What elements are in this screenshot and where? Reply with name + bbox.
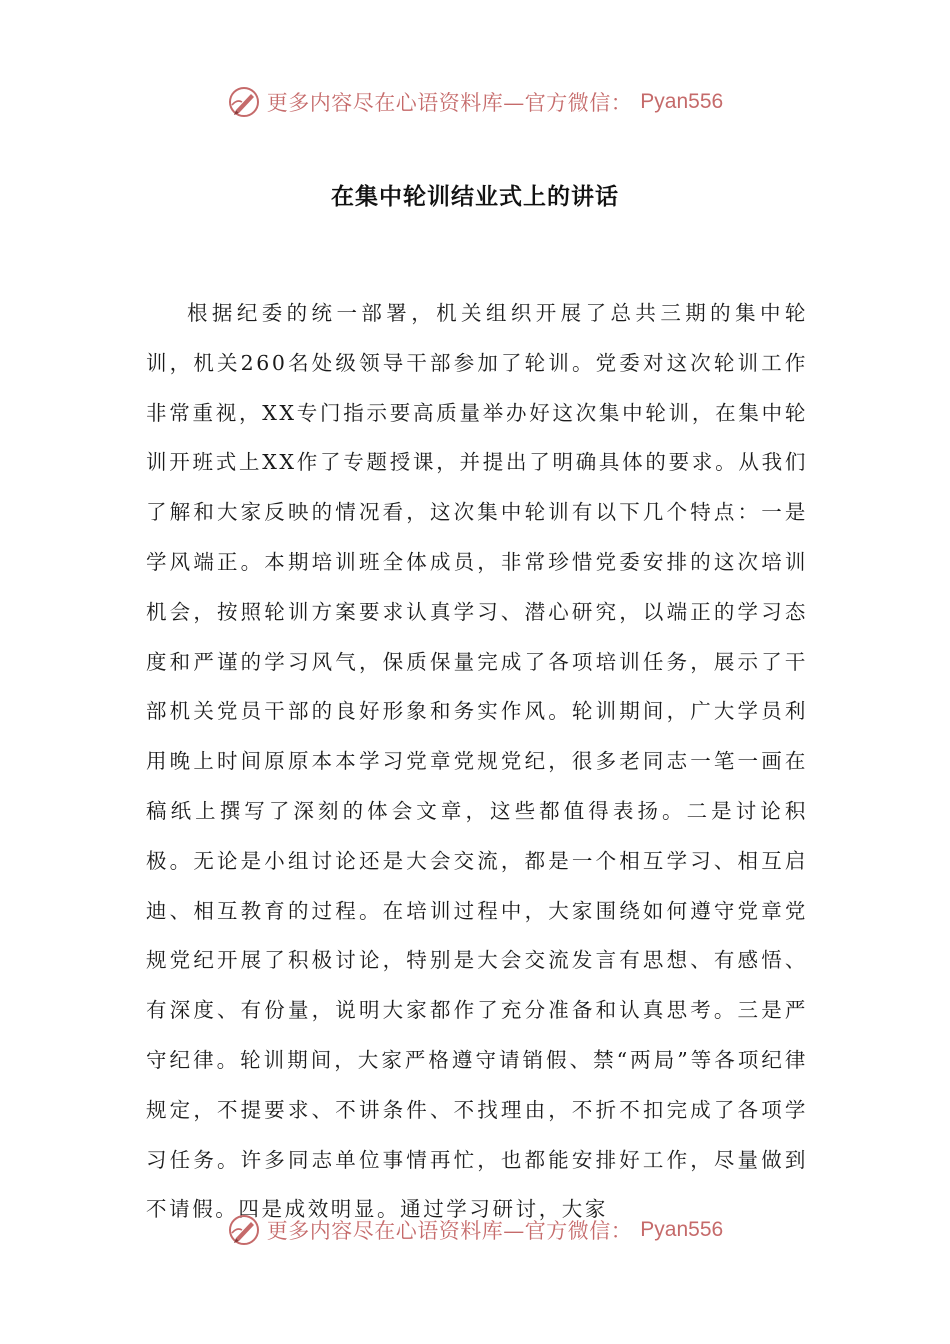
- pen-logo-icon: [227, 1213, 261, 1247]
- pen-logo-icon: [227, 85, 261, 119]
- watermark-footer: [0, 1210, 950, 1250]
- watermark-text: 更多内容尽在心语资料库—官方微信：: [266, 1219, 633, 1243]
- watermark-header: [0, 82, 950, 122]
- document-paragraph: 根据纪委的统一部署，机关组织开展了总共三期的集中轮训，机关260名处级领导干部参加了轮训。党委对这次轮训工作非常重视，XX专门指示要高质量举办好这次集中轮训，在集中轮训开班式上XX作了专题授课，并提出了明确具体的要求。从我们了解和大家反映的情况看，这次集中轮训有以下几个特点：一是学风端正。本期培训班全体成员，非常珍惜党委安排的这次培训机会，按照轮训方案要求认真学习、潜心研究，以端正的学习态度和严谨的学习风气，保质保量完成了各项培训任务，展示了干部机关党员干部的良好形象和务实作风。轮训期间，广大学员利用晚上时间原原本本学习党章党规党纪，很多老同志一笔一画在稿纸上撰写了深刻的体会文章，这些都值得表扬。二是讨论积极。无论是小组讨论还是大会交流，都是一个相互学习、相互启迪、相互教育的过程。在培训过程中，大家围绕如何遵守党章党规党纪开展了积极讨论，特别是大会交流发言有思想、有感悟、有深度、有份量，说明大家都作了充分准备和认真思考。三是严守纪律。轮训期间，大家严格遵守请销假、禁“两局”等各项纪律规定，不提要求、不讲条件、不找理由，不折不扣完成了各项学习任务。许多同志单位事情再忙，也都能安排好工作，尽量做到不请假。四是成效明显。通过学习研讨，大家: [146, 301, 808, 1222]
- document-title: 在集中轮训结业式上的讲话: [331, 184, 619, 210]
- watermark-wechat-id: Pyan556: [640, 90, 724, 113]
- watermark-text: 更多内容尽在心语资料库—官方微信：: [266, 91, 633, 115]
- watermark-wechat-id: Pyan556: [640, 1218, 724, 1241]
